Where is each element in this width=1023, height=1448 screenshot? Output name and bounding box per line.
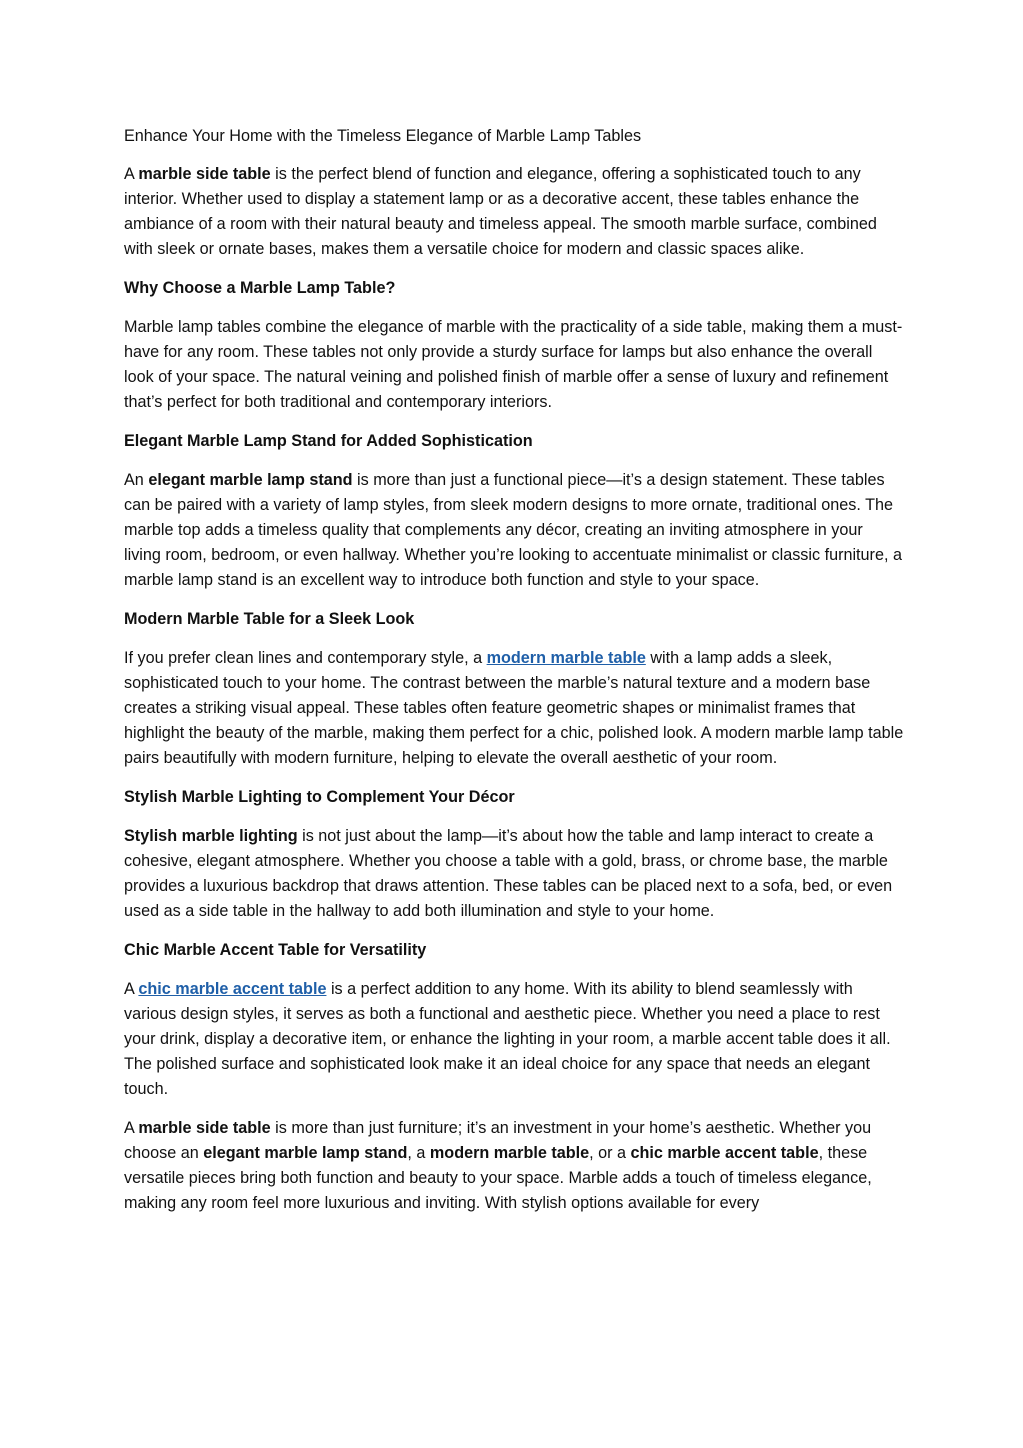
- closing-text-4: , or a: [589, 1144, 631, 1162]
- section-paragraph-stylish-lighting: [124, 824, 904, 924]
- closing-text-5: , these versatile pieces bring both function and beauty to your space. Marble adds a touch of timeless elegance, making any room feel more luxurious and inviting. With stylish options available for every: [124, 1144, 872, 1212]
- closing-text-2: is more than just furniture; it’s an investment in your home’s aesthetic. Whether you choose an: [124, 1119, 872, 1162]
- accent-table-text-1: A: [124, 980, 139, 998]
- closing-bold-1: marble side table: [138, 1119, 271, 1137]
- section-heading-why-choose: Why Choose a Marble Lamp Table?: [124, 279, 396, 297]
- intro-paragraph: [124, 162, 904, 262]
- intro-bold-marble-side-table: marble side table: [138, 165, 271, 183]
- section-heading-stylish-lighting: Stylish Marble Lighting to Complement Your Décor: [124, 788, 515, 806]
- lamp-stand-text-1: An: [124, 471, 149, 489]
- section-heading-accent-table: Chic Marble Accent Table for Versatility: [124, 941, 427, 959]
- section-paragraph-lamp-stand: [124, 468, 904, 593]
- section-heading-lamp-stand: Elegant Marble Lamp Stand for Added Sophistication: [124, 432, 533, 450]
- section-paragraph-accent-table: [124, 977, 904, 1102]
- section-paragraph-why-choose: Marble lamp tables combine the elegance of marble with the practicality of a side table, making them a must-have for any room. These tables not only provide a sturdy surface for lamps but also enhance the overall look of your space. The natural veining and polished finish of marble offer a sense of luxury and refinement that’s perfect for both traditional and contemporary interiors.: [124, 318, 903, 411]
- modern-marble-table-link[interactable]: modern marble table: [486, 649, 646, 667]
- section-paragraph-modern-table: [124, 646, 904, 771]
- stylish-lighting-text: is not just about the lamp—it’s about how the table and lamp interact to create a cohesive, elegant atmosphere. Whether you choose a table with a gold, brass, or chrome base, the marble provides a luxurious backdrop that draws attention. These tables can be placed next to a sofa, bed, or even used as a side table in the hallway to add both illumination and style to your home.: [124, 827, 893, 920]
- closing-text-1: A: [124, 1119, 139, 1137]
- lamp-stand-text-2: is more than just a functional piece—it’s a design statement. These tables can be paired with a variety of lamp styles, from sleek modern designs to more ornate, traditional ones. The marble top adds a timeless quality that complements any décor, creating an inviting atmosphere in your living room, bedroom, or even hallway. Whether you’re looking to accentuate minimalist or classic furniture, a marble lamp stand is an excellent way to introduce both function and style to your space.: [124, 471, 902, 589]
- chic-marble-accent-table-link[interactable]: chic marble accent table: [138, 980, 327, 998]
- closing-bold-2: elegant marble lamp stand: [203, 1144, 408, 1162]
- lamp-stand-bold: elegant marble lamp stand: [148, 471, 353, 489]
- closing-text-3: , a: [407, 1144, 430, 1162]
- section-heading-modern-table: Modern Marble Table for a Sleek Look: [124, 610, 415, 628]
- stylish-lighting-bold: Stylish marble lighting: [124, 827, 298, 845]
- document-body: [124, 124, 904, 1230]
- intro-text-2: is the perfect blend of function and elegance, offering a sophisticated touch to any interior. Whether used to display a statement lamp or as a decorative accent, these tables enhance the ambiance of a room with their natural beauty and timeless appeal. The smooth marble surface, combined with sleek or ornate bases, makes them a versatile choice for modern and classic spaces alike.: [124, 165, 877, 258]
- modern-table-text-2: with a lamp adds a sleek, sophisticated touch to your home. The contrast between the marble’s natural texture and a modern base creates a striking visual appeal. These tables often feature geometric shapes or minimalist frames that highlight the beauty of the marble, making them perfect for a chic, polished look. A modern marble lamp table pairs beautifully with modern furniture, helping to elevate the overall aesthetic of your room.: [124, 649, 904, 767]
- accent-table-text-2: is a perfect addition to any home. With its ability to blend seamlessly with various design styles, it serves as both a functional and aesthetic piece. Whether you need a place to rest your drink, display a decorative item, or enhance the lighting in your room, a marble accent table does it all. The polished surface and sophisticated look make it an ideal choice for any space that needs an elegant touch.: [124, 980, 891, 1098]
- closing-bold-3: modern marble table: [429, 1144, 590, 1162]
- closing-bold-4: chic marble accent table: [630, 1144, 819, 1162]
- modern-table-text-1: If you prefer clean lines and contemporary style, a: [124, 649, 487, 667]
- document-title: Enhance Your Home with the Timeless Elegance of Marble Lamp Tables: [124, 127, 642, 145]
- intro-text-1: A: [124, 165, 139, 183]
- closing-paragraph: [124, 1116, 904, 1216]
